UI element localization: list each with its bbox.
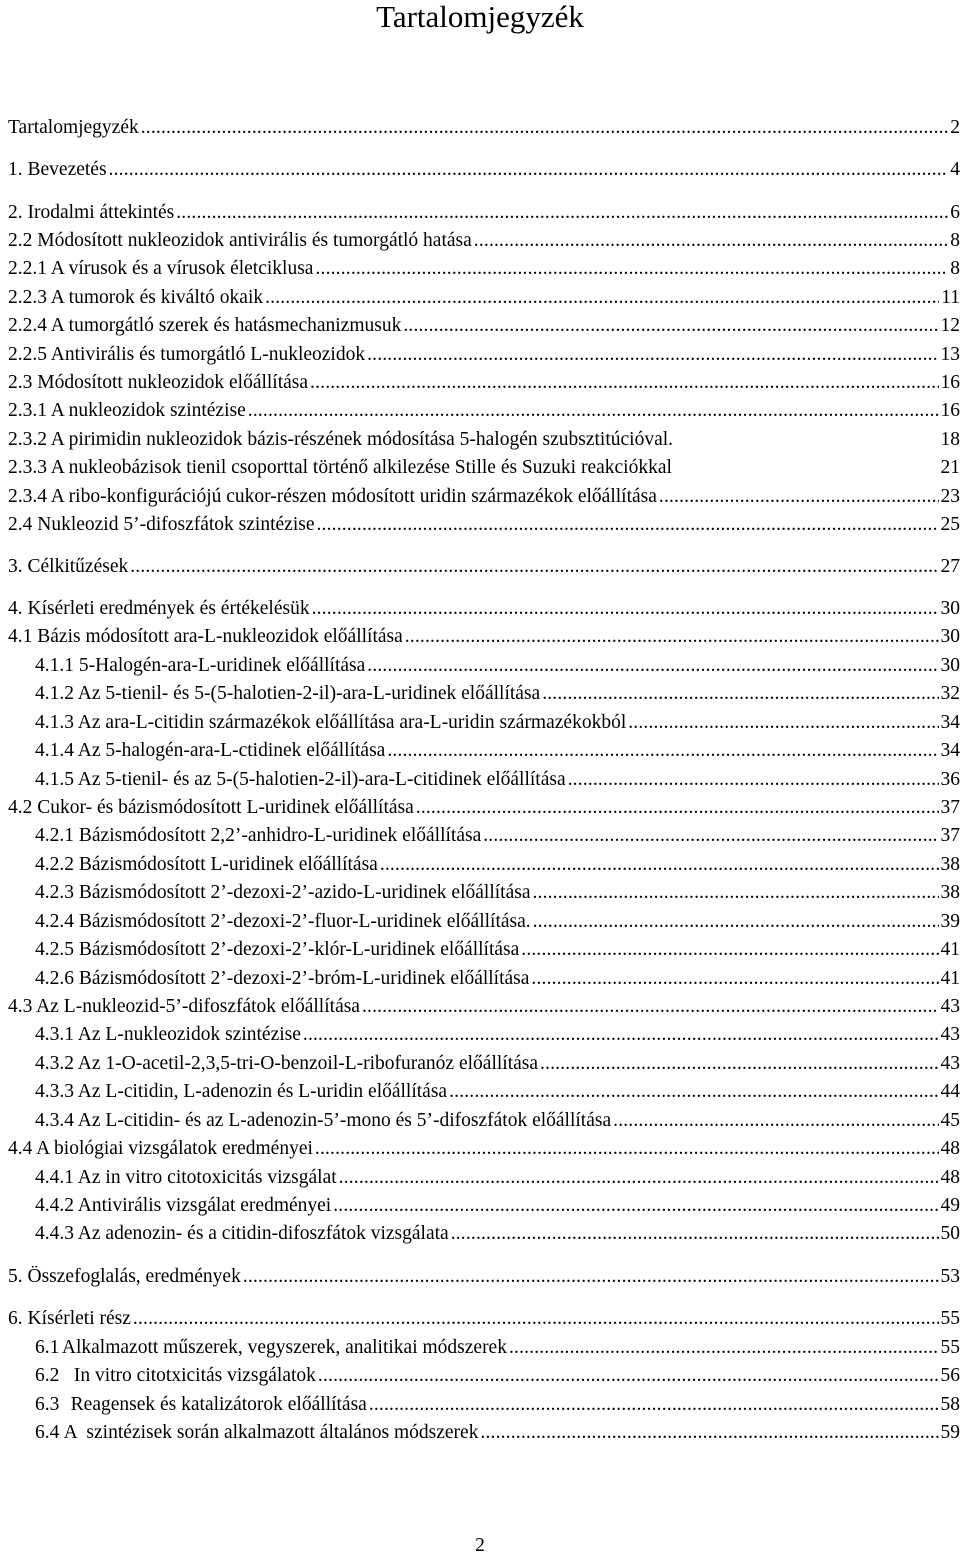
- toc-page-number: 43: [940, 1053, 960, 1074]
- toc-page-number: 43: [940, 996, 960, 1017]
- toc-page-number: 27: [940, 556, 960, 577]
- toc-page-number: 34: [940, 712, 960, 733]
- toc-entry-title: 4.3.4 Az L-citidin- és az L-adenozin-5’-mono és 5’-difoszfátok előállítása: [35, 1110, 612, 1131]
- toc-entry[interactable]: [35, 825, 960, 847]
- toc-entry-title: 4.1.5 Az 5-tienil- és az 5-(5-halotien-2-il)-ara-L-citidinek előállítása: [35, 769, 566, 790]
- toc-entry-title: 4.2.4 Bázismódosított 2’-dezoxi-2’-fluor-L-uridinek előállítása.: [35, 911, 531, 932]
- toc-leader: [248, 400, 939, 422]
- toc-entry-title: 2.3.2 A pirimidin nukleozidok bázis-részének módosítása 5-halogén szubsztitúcióval.: [8, 429, 674, 450]
- toc-leader: [483, 825, 938, 847]
- toc-entry-title: 4.3.3 Az L-citidin, L-adenozin és L-uridin előállítása: [35, 1081, 448, 1102]
- toc-page-number: 37: [940, 797, 960, 818]
- toc-leader: [568, 769, 939, 791]
- toc-entry-title: 2.2.5 Antivirális és tumorgátló L-nukleozidok: [8, 344, 366, 365]
- toc-page-number: 4: [950, 159, 960, 180]
- toc-leader: [542, 683, 938, 705]
- toc-page-number: 44: [940, 1081, 960, 1102]
- toc-entry[interactable]: [35, 939, 960, 961]
- toc-entry[interactable]: [8, 797, 960, 819]
- toc-entry-title: In vitro citotxicitás vizsgálatok: [73, 1365, 316, 1386]
- toc-leader: [403, 315, 938, 337]
- toc-page-number: 2: [950, 117, 960, 138]
- toc-leader: [449, 1081, 938, 1103]
- toc-entry[interactable]: [35, 712, 960, 734]
- toc-entry-title: 4.1.4 Az 5-halogén-ara-L-ctidinek előállítása: [35, 740, 386, 761]
- toc-page-number: 48: [940, 1138, 960, 1159]
- toc-page-number: 55: [940, 1308, 960, 1329]
- toc-page-number: 25: [940, 514, 960, 535]
- toc-entry[interactable]: [35, 1024, 960, 1046]
- toc-leader: [318, 1365, 939, 1387]
- toc-entry[interactable]: [35, 1195, 960, 1217]
- toc-page-number: 53: [940, 1266, 960, 1287]
- toc-page-number: 38: [940, 854, 960, 875]
- toc-entry[interactable]: [8, 117, 960, 139]
- toc-entry-title: 4.1 Bázis módosított ara-L-nukleozidok előállítása: [8, 626, 403, 647]
- toc-leader: [133, 1308, 939, 1330]
- toc-page-number: 16: [940, 400, 960, 421]
- toc-page-number: 41: [940, 968, 960, 989]
- toc-leader: [474, 230, 948, 252]
- toc-entry[interactable]: [35, 1223, 960, 1245]
- toc-entry[interactable]: [8, 159, 960, 181]
- toc-leader: [109, 159, 949, 181]
- toc-entry-title: Alkalmazott műszerek, vegyszerek, analitikai módszerek: [61, 1337, 507, 1358]
- toc-entry[interactable]: [8, 202, 960, 224]
- toc-page-number: 43: [940, 1024, 960, 1045]
- toc-entry[interactable]: [35, 1422, 960, 1444]
- toc-entry-title: 4.2.1 Bázismódosított 2,2’-anhidro-L-uridinek előállítása: [35, 825, 482, 846]
- toc-leader: [509, 1337, 939, 1359]
- toc-entry[interactable]: [8, 344, 960, 366]
- toc-entry-title: 3. Célkitűzések: [8, 556, 129, 577]
- toc-page-number: 48: [940, 1167, 960, 1188]
- toc-page-number: 6: [950, 202, 960, 223]
- toc-entry[interactable]: [35, 1337, 960, 1359]
- toc-entry[interactable]: [8, 626, 960, 648]
- toc-entry-title: 4.4.1 Az in vitro citotoxicitás vizsgálat: [35, 1167, 337, 1188]
- toc-page-number: 16: [940, 372, 960, 393]
- toc-entry-title: 4.4.2 Antivirális vizsgálat eredményei: [35, 1195, 332, 1216]
- toc-entry[interactable]: [35, 968, 960, 990]
- toc-entry-title: 1. Bevezetés: [8, 159, 107, 180]
- toc-entry-title: 4.1.3 Az ara-L-citidin származékok előállítása ara-L-uridin származékokból: [35, 712, 627, 733]
- toc-leader: [315, 1138, 939, 1160]
- toc-page-number: 59: [940, 1422, 960, 1443]
- toc-leader: [531, 968, 938, 990]
- toc-entry-title: 4.2.5 Bázismódosított 2’-dezoxi-2’-klór-L-uridinek előállítása: [35, 939, 520, 960]
- toc-leader: [380, 854, 939, 876]
- toc-page-number: 12: [940, 315, 960, 336]
- toc-leader: [367, 344, 938, 366]
- toc-entry[interactable]: [8, 1266, 960, 1288]
- toc-entry[interactable]: [8, 429, 960, 451]
- toc-leader: [532, 882, 938, 904]
- toc-entry[interactable]: [35, 882, 960, 904]
- toc-entry-title: 4.1.2 Az 5-tienil- és 5-(5-halotien-2-il)-ara-L-uridinek előállítása: [35, 683, 541, 704]
- toc-entry-title: 2.4 Nukleozid 5’-difoszfátok szintézise: [8, 514, 315, 535]
- toc-leader: [315, 258, 948, 280]
- page-title: Tartalomjegyzék: [376, 0, 584, 34]
- toc-page-number: 36: [940, 769, 960, 790]
- toc-entry-title: 2.3.3 A nukleobázisok tienil csoporttal történő alkilezése Stille és Suzuki reakciókkal: [8, 457, 672, 478]
- toc-page-number: 56: [940, 1365, 960, 1386]
- toc-leader: [480, 1422, 938, 1444]
- toc-entry[interactable]: [8, 1308, 960, 1330]
- toc-leader: [303, 1024, 939, 1046]
- toc-entry[interactable]: [8, 287, 960, 309]
- toc-leader: [243, 1266, 939, 1288]
- toc-leader: [451, 1223, 939, 1245]
- toc-entry-title: 4.4.3 Az adenozin- és a citidin-difoszfátok vizsgálata: [35, 1223, 449, 1244]
- toc-page-number: 37: [940, 825, 960, 846]
- toc-entry[interactable]: [35, 1167, 960, 1189]
- toc-entry-number: 6.1: [35, 1337, 60, 1358]
- toc-entry-title: 4.1.1 5-Halogén-ara-L-uridinek előállítása: [35, 655, 366, 676]
- toc-entry[interactable]: [8, 400, 960, 422]
- toc-page-number: 18: [940, 429, 960, 450]
- toc-entry-title: 2.3 Módosított nukleozidok előállítása: [8, 372, 309, 393]
- toc-page-number: 21: [940, 457, 960, 478]
- toc-page-number: 8: [950, 230, 960, 251]
- toc-entry[interactable]: [8, 1138, 960, 1160]
- toc-leader: [613, 1110, 938, 1132]
- toc-entry[interactable]: [8, 457, 960, 479]
- toc-entry[interactable]: [35, 1081, 960, 1103]
- toc-entry-title: Tartalomjegyzék: [8, 117, 139, 138]
- toc-entry[interactable]: [35, 911, 960, 933]
- toc-page-number: 11: [941, 287, 960, 308]
- toc-entry-title: 4.2.6 Bázismódosított 2’-dezoxi-2’-bróm-L-uridinek előállítása: [35, 968, 530, 989]
- toc-entry-title: 2.3.1 A nukleozidok szintézise: [8, 400, 246, 421]
- toc-entry[interactable]: [35, 740, 960, 762]
- toc-entry[interactable]: [35, 769, 960, 791]
- toc-entry-title: 4.2 Cukor- és bázismódosított L-uridinek előállítása: [8, 797, 414, 818]
- toc-leader: [387, 740, 938, 762]
- toc-page-number: 50: [940, 1223, 960, 1244]
- toc-entry[interactable]: [8, 996, 960, 1018]
- toc-entry[interactable]: [35, 683, 960, 705]
- toc-page-number: 58: [940, 1394, 960, 1415]
- toc-entry-title: 2. Irodalmi áttekintés: [8, 202, 175, 223]
- toc-entry-title: 4.3.1 Az L-nukleozidok szintézise: [35, 1024, 301, 1045]
- toc-page-number: 39: [940, 911, 960, 932]
- toc-entry-title: A szintézisek során alkalmazott általános módszerek: [63, 1422, 479, 1443]
- toc-leader: [628, 712, 938, 734]
- toc-page-number: 23: [940, 486, 960, 507]
- toc-entry[interactable]: [35, 1394, 960, 1416]
- toc-page-number: 30: [940, 655, 960, 676]
- toc-page-number: 32: [940, 683, 960, 704]
- toc-entry-title: 4. Kísérleti eredmények és értékelésük: [8, 598, 310, 619]
- toc-leader: [317, 514, 939, 536]
- toc-entry[interactable]: [35, 1365, 960, 1387]
- toc-leader: [533, 911, 939, 933]
- toc-leader: [312, 598, 939, 620]
- toc-entry[interactable]: [35, 1110, 960, 1132]
- toc-leader: [141, 117, 949, 139]
- toc-leader: [540, 1053, 938, 1075]
- toc-entry-number: 6.2: [35, 1365, 60, 1386]
- toc-entry-title: 4.3 Az L-nukleozid-5’-difoszfátok előállítása: [8, 996, 360, 1017]
- toc-entry[interactable]: [35, 1053, 960, 1075]
- toc-entry[interactable]: [8, 230, 960, 252]
- toc-entry-title: 2.2 Módosított nukleozidok antivirális és tumorgátló hatása: [8, 230, 472, 251]
- toc-entry-title: 4.4 A biológiai vizsgálatok eredményei: [8, 1138, 313, 1159]
- toc-page-number: 38: [940, 882, 960, 903]
- toc-page-number: 30: [940, 626, 960, 647]
- toc-leader: [405, 626, 939, 648]
- toc-entry-title: 5. Összefoglalás, eredmények: [8, 1266, 241, 1287]
- toc-entry[interactable]: [35, 854, 960, 876]
- toc-leader: [659, 486, 939, 508]
- toc-page-number: 41: [940, 939, 960, 960]
- toc-leader: [367, 655, 938, 677]
- toc-entry[interactable]: [8, 258, 960, 280]
- toc-entry-title: Reagensek és katalizátorok előállítása: [70, 1394, 367, 1415]
- toc-leader: [333, 1195, 938, 1217]
- toc-entry-title: 2.3.4 A ribo-konfigurációjú cukor-részen módosított uridin származékok előállítása: [8, 486, 657, 507]
- toc-leader: [339, 1167, 939, 1189]
- toc-entry-title: 6. Kísérleti rész: [8, 1308, 131, 1329]
- toc-entry-title: 2.2.1 A vírusok és a vírusok életciklusa: [8, 258, 314, 279]
- toc-page-number: 13: [940, 344, 960, 365]
- toc-entry[interactable]: [8, 315, 960, 337]
- toc-leader: [130, 556, 938, 578]
- toc-entry-number: 6.4: [35, 1422, 60, 1443]
- toc-entry-title: 2.2.4 A tumorgátló szerek és hatásmechanizmusuk: [8, 315, 402, 336]
- toc-entry-number: 6.3: [35, 1394, 60, 1415]
- toc-leader: [369, 1394, 939, 1416]
- toc-entry[interactable]: [8, 486, 960, 508]
- toc-page-number: 45: [940, 1110, 960, 1131]
- toc-entry-title: 4.2.2 Bázismódosított L-uridinek előállítása: [35, 854, 378, 875]
- toc-page-number: 30: [940, 598, 960, 619]
- toc-leader: [416, 797, 939, 819]
- toc-entry[interactable]: [8, 372, 960, 394]
- toc-entry-title: 4.2.3 Bázismódosított 2’-dezoxi-2’-azido-L-uridinek előállítása: [35, 882, 531, 903]
- toc-page-number: 49: [940, 1195, 960, 1216]
- toc-entry-title: 4.3.2 Az 1-O-acetil-2,3,5-tri-O-benzoil-L-ribofuranóz előállítása: [35, 1053, 539, 1074]
- toc-leader: [362, 996, 939, 1018]
- toc-leader: [310, 372, 938, 394]
- toc-entry-title: 2.2.3 A tumorok és kiváltó okaik: [8, 287, 264, 308]
- toc-leader: [521, 939, 938, 961]
- toc-page-number: 8: [950, 258, 960, 279]
- toc-entry[interactable]: [8, 598, 960, 620]
- toc-leader: [265, 287, 939, 309]
- toc-entry[interactable]: [8, 556, 960, 578]
- toc-leader: [176, 202, 948, 224]
- toc-entry[interactable]: [8, 514, 960, 536]
- toc-entry[interactable]: [35, 655, 960, 677]
- toc-page-number: 34: [940, 740, 960, 761]
- footer-page-number: 2: [475, 1535, 485, 1556]
- toc-page-number: 55: [940, 1337, 960, 1358]
